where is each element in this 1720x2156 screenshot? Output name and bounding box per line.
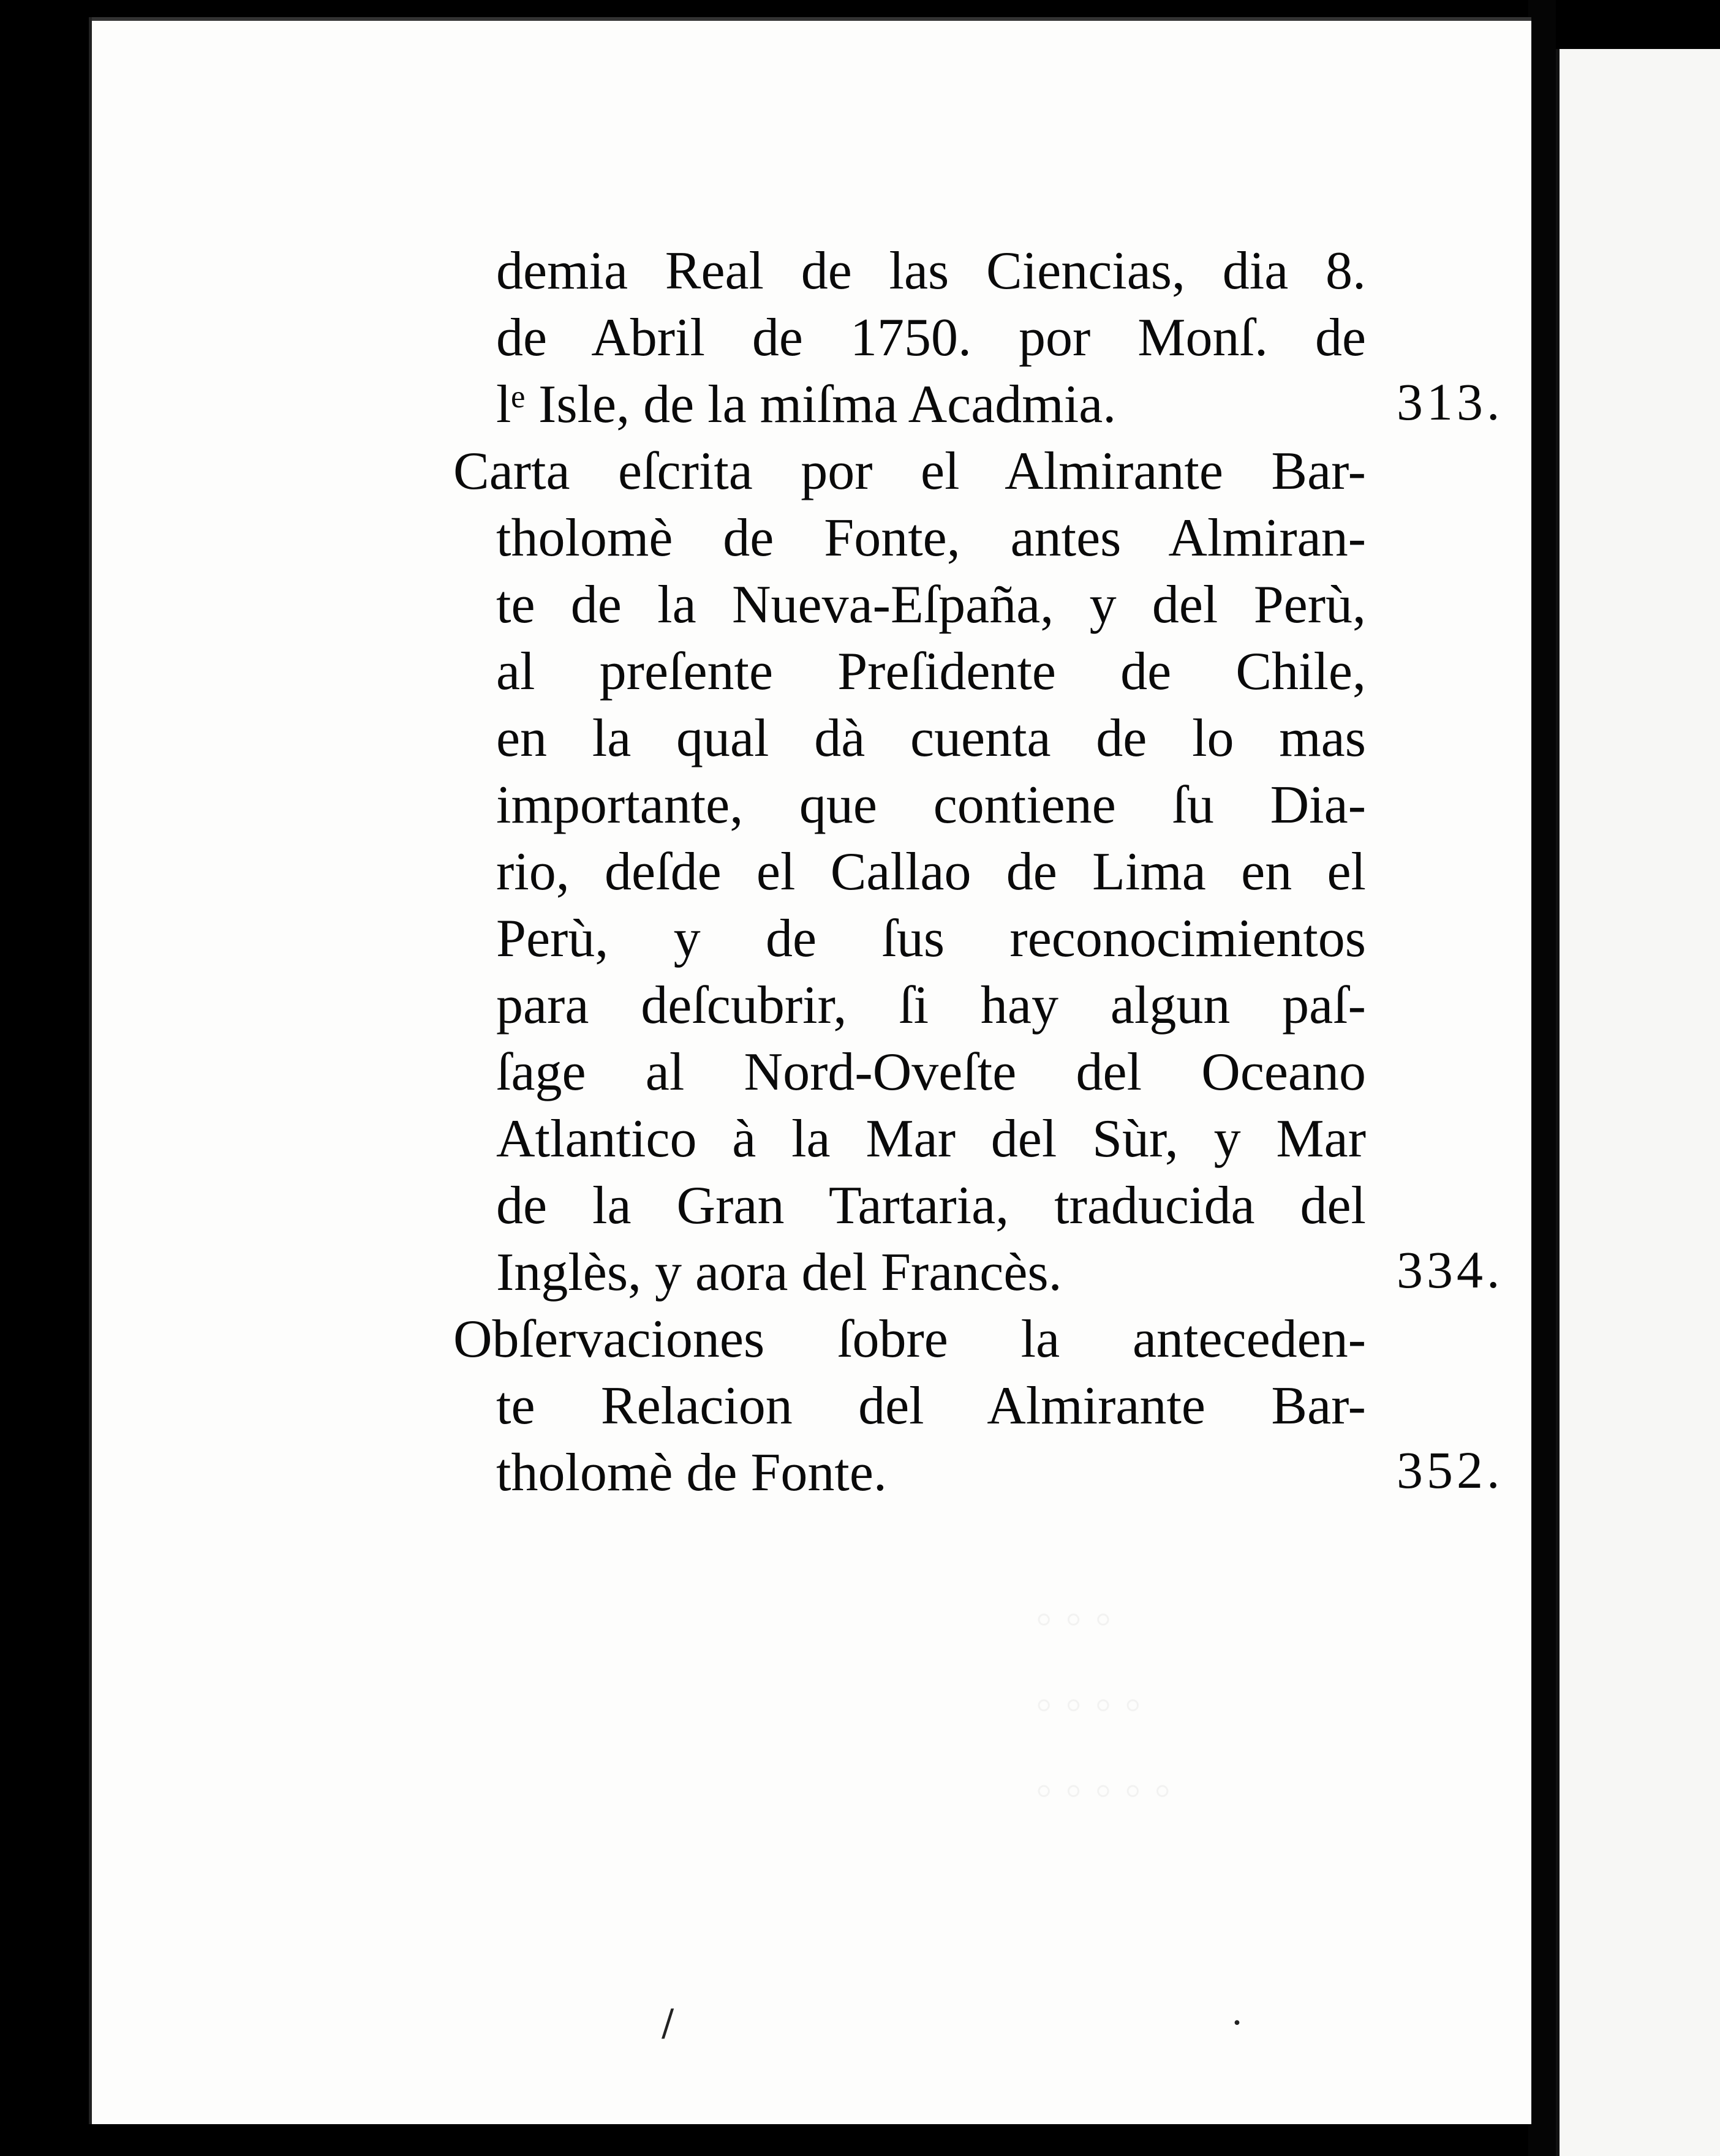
- entry-line: para deſcubrir, ſi hay algun paſ-: [496, 976, 1366, 1035]
- entry-line: Atlantico à la Mar del Sùr, y Mar: [496, 1109, 1366, 1169]
- entry-line: en la qual dà cuenta de lo mas: [496, 709, 1366, 768]
- entry-line: ſage al Nord-Oveſte del Oceano: [496, 1042, 1366, 1102]
- table-of-contents: [453, 238, 1504, 1506]
- entry-line: Perù, y de ſus reconocimientos: [496, 909, 1366, 968]
- entry-line: demia Real de las Ciencias, dia 8.: [496, 241, 1366, 301]
- gutter-shadow: [1528, 0, 1556, 2156]
- page-top-edge: [92, 17, 1531, 21]
- stray-ink-mark: ·: [1231, 2002, 1243, 2045]
- entry-line: Obſervaciones ſobre la anteceden-: [453, 1310, 1366, 1369]
- entry-line: importante, que contiene ſu Dia-: [496, 775, 1366, 835]
- entry-line: lᵉ Isle, de la miſma Acadmia.: [496, 375, 1117, 434]
- entry-line: de la Gran Tartaria, traducida del: [496, 1176, 1366, 1235]
- entry-line: te Relacion del Almirante Bar-: [496, 1376, 1366, 1436]
- entry-line: Carta eſcrita por el Almirante Bar-: [453, 442, 1366, 501]
- entry-line: de Abril de 1750. por Monſ. de: [496, 308, 1366, 368]
- facing-page-edge: [1556, 49, 1720, 2156]
- entry-line: rio, deſde el Callao de Lima en el: [496, 842, 1366, 902]
- book-page: [89, 17, 1531, 2124]
- entry-line: tholomè de Fonte, antes Almiran-: [496, 508, 1366, 568]
- toc-entry-1: [496, 238, 1504, 438]
- entry-line: al preſente Preſidente de Chile,: [496, 642, 1366, 701]
- toc-entry-3: [453, 1306, 1504, 1506]
- toc-entry-2: [453, 438, 1504, 1306]
- page-number: 334.: [1397, 1240, 1504, 1299]
- entry-line: Inglès, y aora del Francès.: [496, 1243, 1062, 1302]
- entry-line: te de la Nueva-Eſpaña, y del Perù,: [496, 575, 1366, 635]
- entry-line: tholomè de Fonte.: [496, 1443, 887, 1502]
- page-number: 352.: [1397, 1441, 1504, 1499]
- show-through-text: ◦ ◦ ◦ ◦ ◦ ◦ ◦ ◦ ◦ ◦ ◦ ◦: [1035, 1592, 1171, 1817]
- stray-ink-mark: /: [662, 2002, 674, 2045]
- page-number: 313.: [1397, 372, 1504, 431]
